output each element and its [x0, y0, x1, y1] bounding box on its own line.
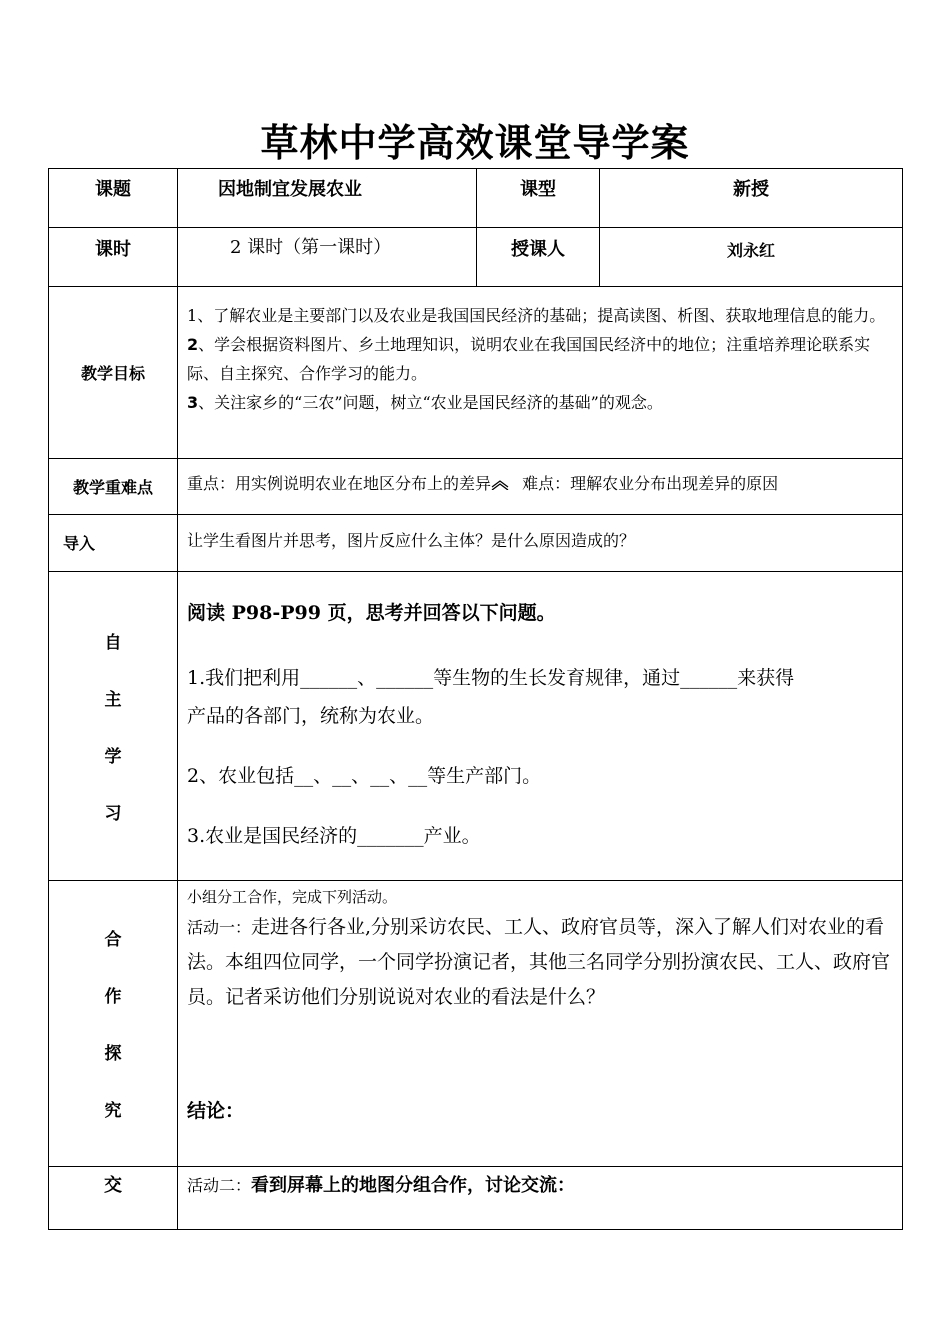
topic-value-cell — [178, 169, 477, 228]
activity-2-text: 看到屏幕上的地图分组合作，讨论交流： — [251, 1175, 576, 1196]
coop-label-cell — [49, 881, 178, 1167]
question-3: 3.农业是国民经济的_______产业。 — [187, 825, 481, 847]
question-2: 2、农业包括__、__、__、__等生产部门。 — [187, 765, 542, 787]
coop-row — [49, 881, 903, 1167]
self-study-char: 主 — [104, 690, 122, 710]
type-label: 课型 — [520, 179, 556, 200]
teacher-label-cell — [477, 228, 600, 287]
topic-label: 课题 — [95, 179, 131, 200]
activity-1 — [187, 910, 894, 1015]
hours-label-cell — [49, 228, 178, 287]
double-chevron-up-icon — [491, 475, 511, 494]
goals-row — [49, 287, 903, 459]
difficulty-text: 难点：理解农业分布出现差异的原因 — [522, 474, 779, 493]
key-points-row — [49, 459, 903, 515]
question-1: 1.我们把利用______、______等生物的生长发育规律，通过______来获得 — [187, 667, 795, 689]
intro-label: 导入 — [63, 534, 96, 553]
key-points-label-cell — [49, 459, 178, 515]
coop-content-cell — [178, 881, 903, 1167]
coop-intro: 小组分工合作，完成下列活动。 — [187, 888, 398, 906]
exchange-content-cell — [178, 1167, 903, 1230]
teacher-value-cell — [600, 228, 903, 287]
exchange-label: 交 — [104, 1175, 122, 1196]
coop-char: 作 — [104, 987, 122, 1007]
goal-item: 3、关注家乡的“三农”问题，树立“农业是国民经济的基础”的观念。 — [187, 393, 663, 412]
goals-label-cell — [49, 287, 178, 459]
self-study-char: 自 — [104, 633, 122, 653]
conclusion-label: 结论： — [187, 1100, 245, 1122]
intro-row — [49, 515, 903, 572]
intro-content-cell — [178, 515, 903, 572]
coop-char: 合 — [104, 930, 122, 950]
activity-2-prefix: 活动二： — [187, 1176, 252, 1195]
self-study-char: 习 — [104, 804, 122, 824]
topic-value: 因地制宜发展农业 — [218, 179, 362, 200]
self-study-label-cell — [49, 572, 178, 881]
hours-label: 课时 — [95, 239, 131, 260]
coop-char: 探 — [104, 1044, 122, 1064]
goal-item: 2、学会根据资料图片、乡土地理知识，说明农业在我国国民经济中的地位；注重培养理论联系实际、自主探究、合作学习的能力。 — [187, 335, 871, 383]
teacher-label: 授课人 — [511, 239, 565, 260]
topic-row — [49, 169, 903, 228]
goal-item: 1、了解农业是主要部门以及农业是我国国民经济的基础；提高读图、析图、获取地理信息的能力。 — [187, 306, 886, 325]
coop-char: 究 — [104, 1101, 122, 1121]
exchange-row — [49, 1167, 903, 1230]
goals-label: 教学目标 — [80, 364, 145, 383]
type-value: 新授 — [733, 179, 769, 200]
hours-row — [49, 228, 903, 287]
self-study-heading: 阅读 P98-P99 页，思考并回答以下问题。 — [187, 602, 556, 624]
intro-text: 让学生看图片并思考，图片反应什么主体？是什么原因造成的？ — [187, 531, 636, 550]
key-points-cell — [178, 459, 903, 515]
hours-value: 2 课时（第一课时） — [230, 237, 392, 258]
activity-2 — [178, 1167, 902, 1197]
type-label-cell — [477, 169, 600, 228]
intro-label-cell — [49, 515, 178, 572]
key-point-text: 重点：用实例说明农业在地区分布上的差异 — [187, 474, 492, 493]
activity-1-text: 走进各行各业,分别采访农民、工人、政府官员等，深入了解人们对农业的看法。本组四位同学，一个同学扮演记者，其他三名同学分别扮演农民、工人、政府官员。记者采访他们分别说说对农业的看法是什么？ — [187, 916, 891, 1008]
self-study-char: 学 — [104, 747, 122, 767]
topic-label-cell — [49, 169, 178, 228]
self-study-row — [49, 572, 903, 881]
self-study-content-cell — [178, 572, 903, 881]
page-title: 草林中学高效课堂导学案 — [260, 121, 690, 165]
goals-content-cell — [178, 287, 903, 459]
lesson-plan-table — [48, 168, 903, 1230]
exchange-label-cell — [49, 1167, 178, 1230]
question-1-continued: 产品的各部门，统称为农业。 — [187, 705, 435, 727]
activity-1-prefix: 活动一： — [187, 918, 252, 937]
hours-value-cell — [178, 228, 477, 287]
type-value-cell — [600, 169, 903, 228]
key-points-label: 教学重难点 — [72, 478, 153, 497]
teacher-value: 刘永红 — [726, 241, 775, 260]
